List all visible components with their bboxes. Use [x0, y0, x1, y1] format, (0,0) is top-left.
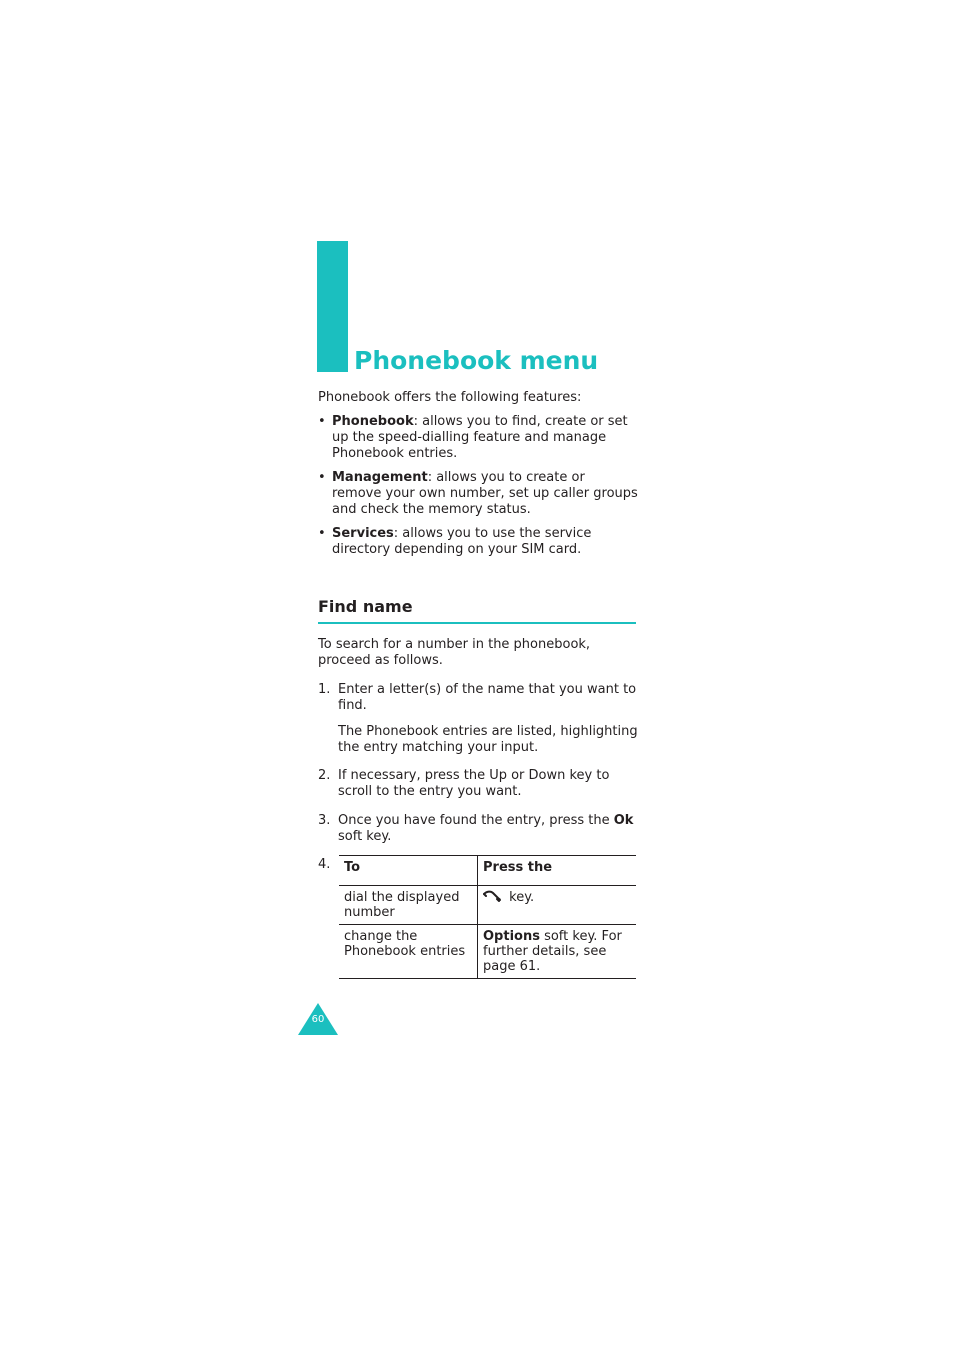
step-text-part: soft key.: [338, 829, 392, 844]
feature-term: Services: [332, 526, 394, 541]
list-item: [318, 526, 638, 558]
step-text-part: Once you have found the entry, press the: [338, 813, 614, 828]
feature-term: Phonebook: [332, 414, 414, 429]
table-row: [339, 886, 636, 925]
feature-description: : allows you to create or remove your own number, set up caller groups and check the memory status.: [332, 470, 638, 517]
cell-press: [478, 886, 637, 925]
bullet-icon: •: [318, 526, 326, 541]
key-table: [339, 855, 636, 979]
step-text: [338, 813, 638, 845]
cell-press: [478, 925, 637, 979]
press-text: key.: [505, 890, 535, 905]
intro-text: Phonebook offers the following features:: [318, 390, 582, 405]
section-intro: To search for a number in the phonebook, proceed as follows.: [318, 637, 591, 668]
feature-description: : allows you to find, create or set up the speed-dialling feature and manage Phonebook entries.: [332, 414, 628, 461]
step-3: [318, 813, 638, 845]
step-note: The Phonebook entries are listed, highlighting the entry matching your input.: [338, 724, 638, 755]
send-key-icon: [483, 890, 501, 902]
step-2: [318, 768, 638, 800]
column-header-to: To: [339, 856, 478, 886]
options-key-label: Options: [483, 929, 540, 944]
step-number: 2.: [318, 768, 331, 783]
list-item: [318, 470, 638, 518]
feature-description: : allows you to use the service directory depending on your SIM card.: [332, 526, 592, 557]
column-header-press: Press the: [483, 860, 553, 875]
section-divider: [318, 622, 636, 624]
step-text: Enter a letter(s) of the name that you want to find.: [338, 682, 637, 713]
bullet-icon: •: [318, 414, 326, 429]
table-header-row: [339, 856, 636, 886]
step-1: [318, 682, 638, 756]
table-row: [339, 925, 636, 979]
page-number: 60: [311, 1014, 325, 1025]
feature-list: [318, 414, 638, 566]
title-accent-bar: [317, 241, 348, 372]
step-number: 3.: [318, 813, 331, 828]
section-title: Find name: [318, 597, 413, 616]
page-title: Phonebook menu: [354, 346, 599, 375]
cell-to: dial the displayed number: [339, 886, 478, 925]
feature-term: Management: [332, 470, 428, 485]
ok-key-label: Ok: [613, 813, 634, 828]
step-number: 1.: [318, 682, 331, 697]
step-number: 4.: [318, 857, 331, 872]
step-text: If necessary, press the Up or Down key to scroll to the entry you want.: [338, 768, 610, 799]
press-text: soft key. For further details, see page 61.: [483, 929, 622, 974]
list-item: [318, 414, 638, 462]
bullet-icon: •: [318, 470, 326, 485]
cell-to: change the Phonebook entries: [339, 925, 478, 979]
